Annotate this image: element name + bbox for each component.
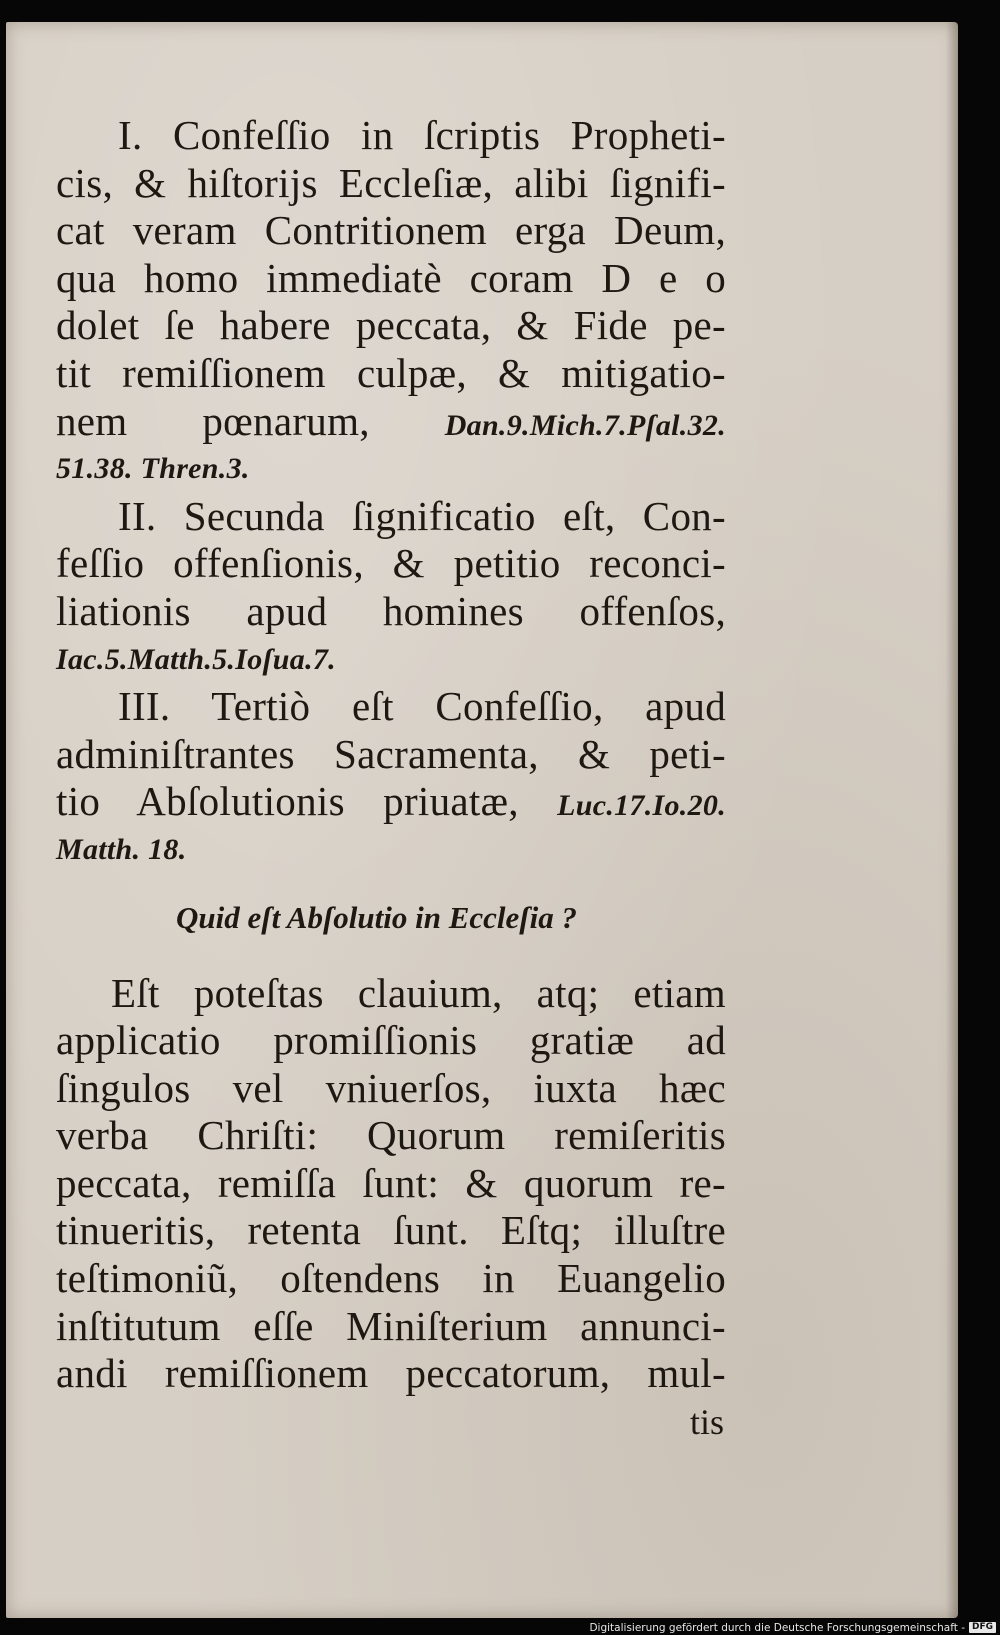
text-line: ſingulos vel vniuerſos, iuxta hæc bbox=[56, 1064, 726, 1111]
line-text: tio Abſolutionis priuatæ, bbox=[56, 778, 519, 825]
page-text bbox=[56, 112, 726, 1446]
text-line: feſſio offenſionis, & petitio reconci- bbox=[56, 540, 726, 587]
text-line: peccata, remiſſa ſunt: & quorum re- bbox=[56, 1159, 726, 1206]
scripture-reference: Luc.17.Io.20. bbox=[557, 789, 726, 823]
text-line: teſtimoniũ, oſtendens in Euangelio bbox=[56, 1255, 726, 1302]
credit-text: Digitalisierung gefördert durch die Deutsche Forschungsgemeinschaft - bbox=[589, 1621, 965, 1634]
scripture-reference: 51.38. Thren.3. bbox=[56, 452, 250, 486]
text-line: cis, & hiſtorijs Eccleſiæ, alibi ſignifi- bbox=[56, 159, 726, 206]
scripture-reference: Dan.9.Mich.7.Pſal.32. bbox=[444, 408, 726, 442]
text-line: andi remiſſionem peccatorum, mul- bbox=[56, 1350, 726, 1397]
book-page bbox=[6, 22, 958, 1618]
scripture-reference: Iac.5.Matth.5.Ioſua.7. bbox=[56, 642, 336, 676]
text-line: qua homo immediatè coram D e o bbox=[56, 254, 726, 301]
text-line: applicatio promiſſionis gratiæ ad bbox=[56, 1017, 726, 1064]
page-edge-shadow bbox=[946, 22, 958, 1618]
text-line: III. Tertiò eſt Confeſſio, apud bbox=[118, 683, 726, 730]
text-line: I. Confeſſio in ſcriptis Propheti- bbox=[118, 112, 726, 158]
dfg-logo-icon: DFG bbox=[969, 1622, 996, 1633]
scripture-reference: Matth. 18. bbox=[56, 832, 187, 866]
text-line: cat veram Contritionem erga Deum, bbox=[56, 207, 726, 254]
text-line bbox=[56, 778, 726, 826]
text-line: adminiſtrantes Sacramenta, & peti- bbox=[56, 730, 726, 777]
text-line: dolet ſe habere peccata, & Fide pe- bbox=[56, 302, 726, 349]
text-line: verba Chriſti: Quorum remiſeritis bbox=[56, 1112, 726, 1159]
text-line bbox=[56, 398, 726, 446]
text-line: liationis apud homines offenſos, bbox=[56, 587, 726, 634]
catchword: tis bbox=[689, 1401, 724, 1442]
text-line: tinueritis, retenta ſunt. Eſtq; illuſtre bbox=[56, 1207, 726, 1254]
text-line: II. Secunda ſignificatio eſt, Con- bbox=[118, 492, 726, 539]
text-line: Eſt poteſtas clauium, atq; etiam bbox=[111, 969, 726, 1016]
text-line: inſtitutum eſſe Miniſterium annunci- bbox=[56, 1302, 726, 1349]
text-line: tit remiſſionem culpæ, & mitigatio- bbox=[56, 349, 726, 396]
digitization-credit bbox=[589, 1620, 996, 1635]
section-heading: Quid eſt Abſolutio in Eccleſia ? bbox=[176, 899, 577, 935]
line-text: nem pœnarum, bbox=[56, 397, 370, 444]
